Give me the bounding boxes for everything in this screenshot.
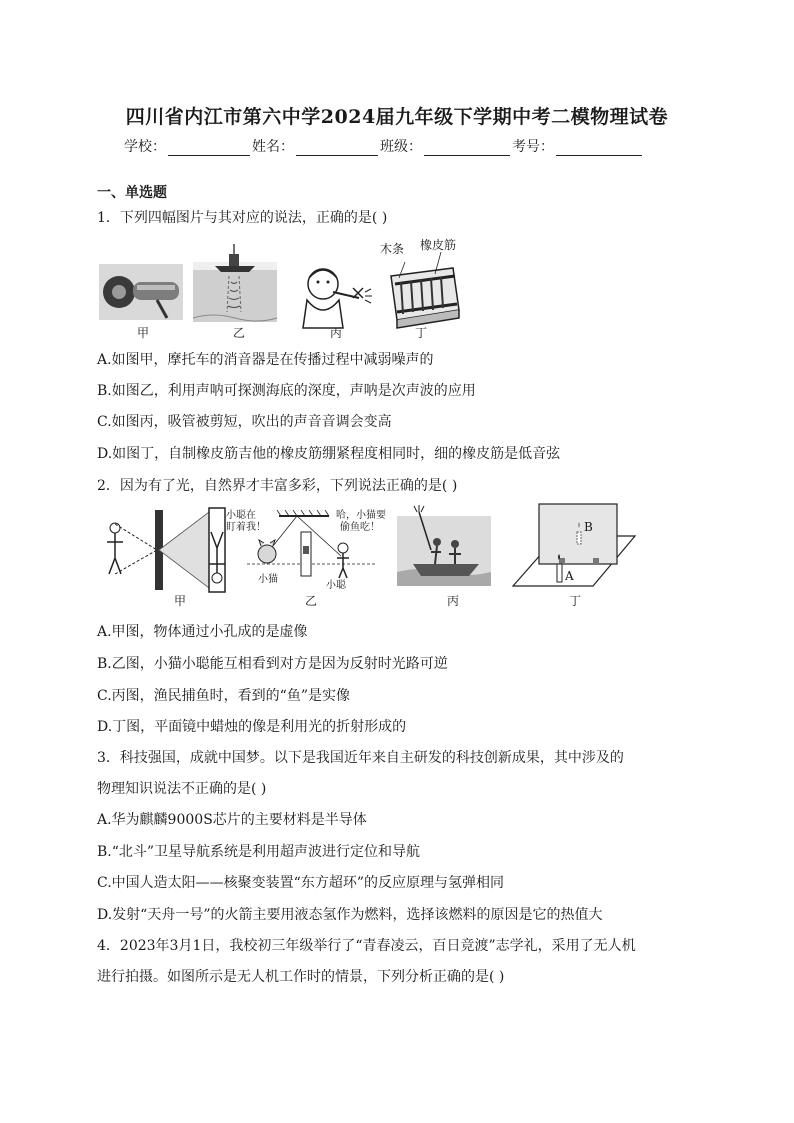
fishing-boat-image: [397, 505, 491, 586]
bubble-boy-line1: 哈，小猫要: [336, 510, 386, 521]
q1-caption-ding: 丁: [414, 326, 427, 340]
label-image-b: B: [584, 520, 593, 534]
q1-caption-yi: 乙: [232, 326, 245, 340]
q2-option-d[interactable]: D.丁图，平面镜中蜡烛的像是利用光的折射形成的: [97, 719, 407, 735]
q1-caption-jia: 甲: [136, 326, 149, 340]
q3-option-c[interactable]: C.中国人造太阳——核聚变装置“东方超环”的反应原理与氢弹相同: [97, 875, 504, 891]
q3-option-b[interactable]: B.“北斗”卫星导航系统是利用超声波进行定位和导航: [97, 844, 421, 860]
q3-option-d[interactable]: D.发射“天舟一号”的火箭主要用液态氢作为燃料，选择该燃料的原因是它的热值大: [97, 907, 603, 923]
class-label: 班级：: [380, 139, 422, 155]
q2-option-a[interactable]: A.甲图，物体通过小孔成的是虚像: [97, 624, 308, 640]
label-candle-a: A: [565, 569, 574, 583]
q1-option-a[interactable]: A.如图甲，摩托车的消音器是在传播过程中减弱噪声的: [97, 352, 434, 368]
bubble-cat-line2: 盯着我！: [226, 522, 266, 533]
straw-man-image: [303, 269, 372, 328]
q2-caption-yi: 乙: [304, 594, 317, 608]
name-label: 姓名：: [252, 139, 294, 155]
q2-option-c[interactable]: C.丙图，渔民捕鱼时，看到的“鱼”是实像: [97, 688, 350, 704]
label-boy: 小聪: [326, 580, 346, 591]
question-2-stem: 2．因为有了光，自然界才丰富多彩，下列说法正确的是( ): [97, 478, 458, 494]
school-label: 学校：: [124, 139, 166, 155]
q2-caption-bing: 丙: [446, 594, 459, 608]
number-label: 考号：: [512, 139, 554, 155]
label-rubber-band: 橡皮筋: [420, 238, 457, 252]
number-blank[interactable]: [556, 141, 642, 156]
q1-caption-bing: 丙: [329, 326, 342, 340]
name-blank[interactable]: [296, 141, 378, 156]
q2-caption-ding: 丁: [568, 594, 581, 608]
q3-option-a[interactable]: A.华为麒麟9000S芯片的主要材料是半导体: [97, 812, 367, 828]
q2-caption-jia: 甲: [173, 594, 186, 608]
q2-option-b[interactable]: B.乙图，小猫小聪能互相看到对方是因为反射时光路可逆: [97, 656, 448, 672]
question-1-stem: 1．下列四幅图片与其对应的说法，正确的是( ): [97, 210, 388, 226]
question-3-stem-line1: 3．科技强国，成就中国梦。以下是我国近年来自主研发的科技创新成果，其中涉及的: [97, 750, 624, 766]
motorcycle-muffler-image: [99, 264, 183, 320]
sonar-ship-image: [193, 244, 277, 322]
pinhole-camera-image: [107, 508, 225, 592]
school-blank[interactable]: [168, 141, 250, 156]
plane-mirror-candle-image: [513, 504, 635, 586]
section-heading: 一、单选题: [97, 185, 167, 201]
class-blank[interactable]: [424, 141, 510, 156]
question-4-stem-line1: 4．2023年3月1日，我校初三年级举行了“青春凌云，百日竞渡”志学礼，采用了无人机: [97, 938, 636, 954]
q1-option-c[interactable]: C.如图丙，吸管被剪短，吹出的声音音调会变高: [97, 414, 392, 430]
bubble-boy-line2: 偷鱼吃！: [340, 522, 380, 533]
question-4-stem-line2: 进行拍摄。如图所示是无人机工作时的情景，下列分析正确的是( ): [97, 969, 505, 985]
label-wood: 木条: [380, 242, 405, 256]
q1-option-d[interactable]: D.如图丁，自制橡皮筋吉他的橡皮筋绷紧程度相同时，细的橡皮筋是低音弦: [97, 446, 561, 462]
question-3-stem-line2: 物理知识说法不正确的是( ): [97, 781, 267, 797]
exam-title: 四川省内江市第六中学2024届九年级下学期中考二模物理试卷: [125, 106, 669, 128]
student-info-line: [124, 136, 644, 156]
q1-option-b[interactable]: B.如图乙，利用声呐可探测海底的深度，声呐是次声波的应用: [97, 383, 476, 399]
rubber-band-guitar-image: [391, 252, 459, 328]
label-cat: 小猫: [258, 574, 278, 585]
bubble-cat-line1: 小聪在: [226, 510, 256, 521]
